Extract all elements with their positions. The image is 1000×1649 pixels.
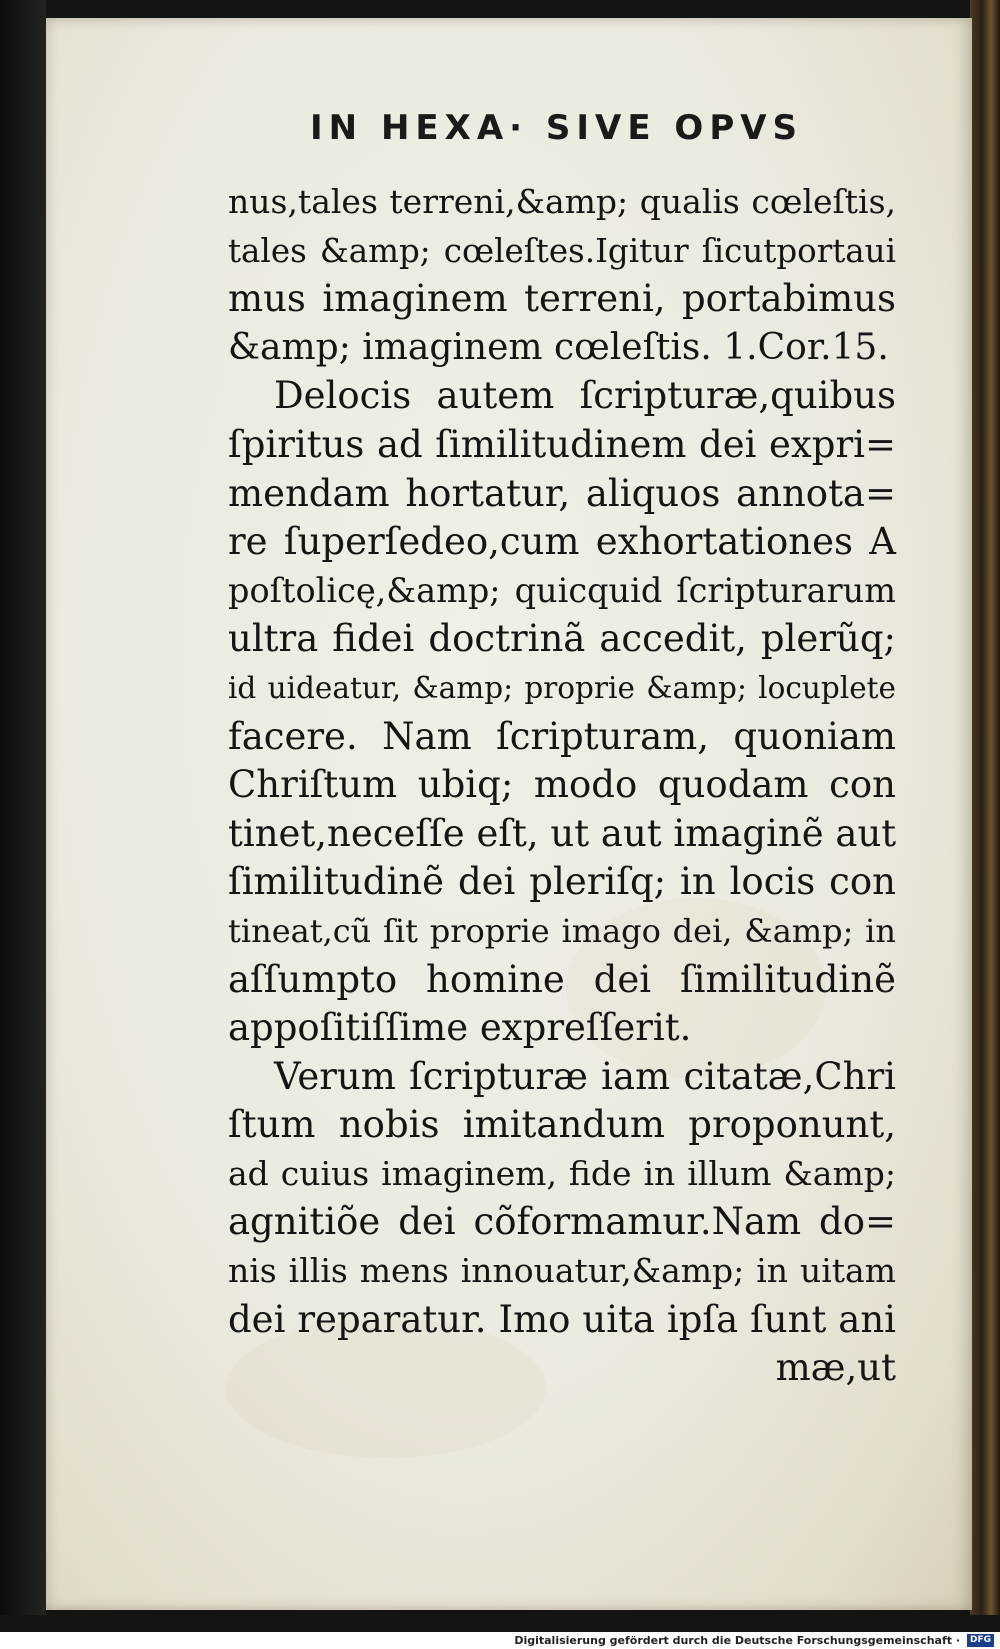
book-edge-left	[0, 0, 46, 1615]
text-line: Chriſtum ubiq; modo quodam con	[228, 763, 896, 807]
text-line: tales &amp; cœleſtes.Igitur ſicutportaui	[228, 231, 896, 270]
running-head: IN HEXA· SIVE OPVS	[310, 108, 804, 148]
text-line: aſſumpto homine dei ſimilitudinẽ	[228, 957, 896, 1001]
text-line: mus imaginem terreni, portabimus	[228, 277, 896, 321]
text-line: nis illis mens innouatur,&amp; in uitam	[228, 1251, 896, 1291]
text-line: ultra fidei doctrinã accedit, plerũq;	[228, 617, 896, 661]
text-line: tineat,cũ ſit proprie imago dei, &amp; in	[228, 911, 896, 950]
text-line: tinet,neceſſe eſt, ut aut imaginẽ aut	[228, 811, 897, 855]
text-line: ad cuius imaginem, fide in illum &amp;	[228, 1153, 896, 1193]
book-edge-right	[970, 0, 1000, 1615]
text-line: Delocis autem ſcripturæ,quibus	[274, 374, 896, 418]
text-line: poſtolicę,&amp; quicquid ſcripturarum	[228, 570, 896, 610]
text-line: &amp; imaginem cœleſtis. 1.Cor.15.	[228, 326, 889, 368]
text-line: Verum ſcripturæ iam citatæ,Chri	[274, 1054, 896, 1098]
text-line: nus,tales terreni,&amp; qualis cœleſtis,	[228, 182, 896, 221]
text-line: appoſitiſſime expreſſerit.	[228, 1006, 692, 1050]
catchword: mæ,ut	[775, 1346, 896, 1390]
text-line: dei reparatur. Imo uita ipſa ſunt ani	[228, 1297, 896, 1341]
funding-note: Digitalisierung gefördert durch die Deutsche Forschungsgemeinschaft ·	[514, 1634, 960, 1647]
text-line: ſpiritus ad ſimilitudinem dei expri=	[228, 422, 896, 466]
text-line: facere. Nam ſcripturam, quoniam	[228, 714, 896, 758]
text-line: ſimilitudinẽ dei pleriſq; in locis con	[228, 860, 896, 904]
text-line: mendam hortatur, aliquos annota=	[228, 471, 896, 515]
text-line: re ſuperſedeo,cum exhortationes A	[228, 520, 896, 564]
page-text	[228, 178, 896, 1393]
dfg-logo: DFG	[967, 1634, 994, 1647]
text-line: ſtum nobis imitandum proponunt,	[228, 1103, 896, 1147]
text-line: agnitiõe dei cõformamur.Nam do=	[228, 1200, 896, 1244]
text-line: id uideatur, &amp; proprie &amp; locuplete	[228, 670, 896, 705]
